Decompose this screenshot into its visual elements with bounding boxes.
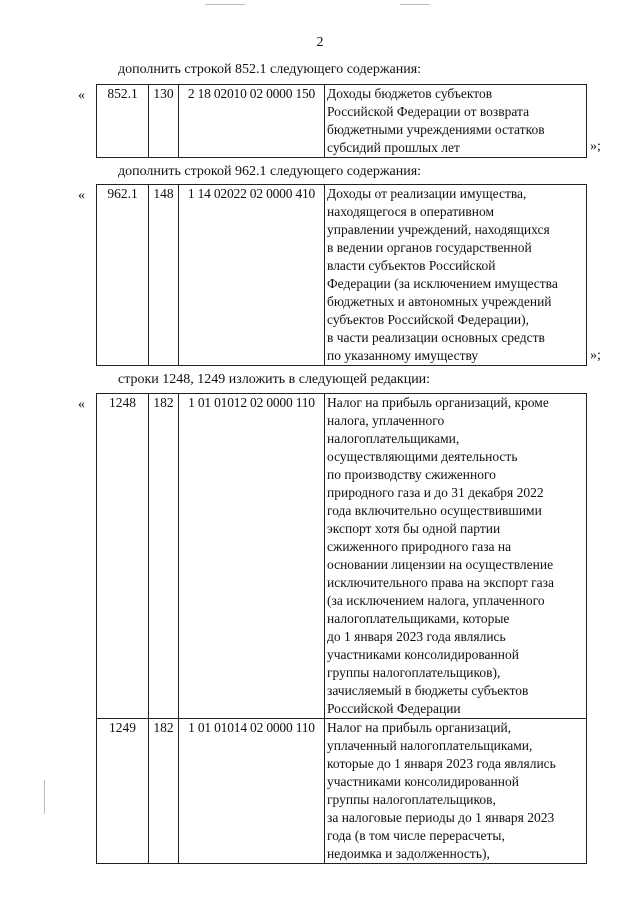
description-line: до 1 января 2023 года являлись	[327, 629, 506, 644]
description-line: сжиженного природного газа на	[327, 539, 512, 554]
table-row	[97, 85, 587, 158]
close-quote: »;	[590, 348, 601, 363]
description-line: субсидий прошлых лет	[327, 140, 460, 155]
description-line: участниками консолидированной	[327, 774, 519, 789]
page-number: 2	[316, 35, 324, 50]
description-line: года (в том числе перерасчеты,	[327, 828, 505, 843]
income-code: 1 14 02022 02 0000 410	[179, 185, 325, 366]
table-962-1	[96, 184, 587, 366]
table-row	[97, 719, 587, 864]
description-line: года включительно осуществившими	[327, 503, 542, 518]
description-line: исключительного права на экспорт газа	[327, 575, 554, 590]
description-line: Налог на прибыль организаций, кроме	[327, 395, 549, 410]
description-line: за налоговые периоды до 1 января 2023	[327, 810, 555, 825]
description-line: бюджетных и автономных учреждений	[327, 294, 552, 309]
description-line: осуществляющими деятельность	[327, 449, 518, 464]
description-line: Российской Федерации от возврата	[327, 104, 530, 119]
description-line: бюджетными учреждениями остатков	[327, 122, 545, 137]
admin-code: 130	[149, 85, 179, 158]
open-quote: «	[78, 188, 85, 203]
section-intro-1248-1249: строки 1248, 1249 изложить в следующей редакции:	[118, 372, 431, 387]
description-line: налога, уплаченного	[327, 413, 445, 428]
description-line: участниками консолидированной	[327, 647, 519, 662]
description-line: Российской Федерации	[327, 701, 461, 716]
table-1248-1249	[96, 393, 587, 864]
row-number: 1248	[97, 394, 149, 719]
income-code: 1 01 01014 02 0000 110	[179, 719, 325, 864]
description-line: зачисляемый в бюджеты субъектов	[327, 683, 529, 698]
section-intro-852-1: дополнить строкой 852.1 следующего содержания:	[118, 62, 422, 77]
description-line: Доходы от реализации имущества,	[327, 186, 527, 201]
description-line: группы налогоплательщиков),	[327, 665, 501, 680]
table-row	[97, 185, 587, 366]
description-line: экспорт хотя бы одной партии	[327, 521, 501, 536]
admin-code: 182	[149, 394, 179, 719]
income-code: 2 18 02010 02 0000 150	[179, 85, 325, 158]
income-description	[325, 85, 587, 158]
description-line: Федерации (за исключением имущества	[327, 276, 558, 291]
description-line: власти субъектов Российской	[327, 258, 496, 273]
scan-artifact	[400, 4, 430, 5]
admin-code: 148	[149, 185, 179, 366]
open-quote: «	[78, 88, 85, 103]
table-row	[97, 394, 587, 719]
description-line: субъектов Российской Федерации),	[327, 312, 530, 327]
description-line: недоимка и задолженность),	[327, 846, 490, 861]
description-line: Доходы бюджетов субъектов	[327, 86, 493, 101]
income-description	[325, 394, 587, 719]
description-line: в ведении органов государственной	[327, 240, 532, 255]
row-number: 962.1	[97, 185, 149, 366]
description-line: уплаченный налогоплательщиками,	[327, 738, 533, 753]
description-line: находящегося в оперативном	[327, 204, 495, 219]
description-line: управлении учреждений, находящихся	[327, 222, 550, 237]
section-intro-962-1: дополнить строкой 962.1 следующего содержания:	[118, 164, 422, 179]
income-description	[325, 719, 587, 864]
close-quote: »;	[590, 139, 601, 154]
description-line: (за исключением налога, уплаченного	[327, 593, 545, 608]
description-line: в части реализации основных средств	[327, 330, 545, 345]
row-number: 852.1	[97, 85, 149, 158]
admin-code: 182	[149, 719, 179, 864]
income-code: 1 01 01012 02 0000 110	[179, 394, 325, 719]
description-line: группы налогоплательщиков,	[327, 792, 496, 807]
description-line: налогоплательщиками,	[327, 431, 460, 446]
description-line: налогоплательщиками, которые	[327, 611, 510, 626]
description-line: Налог на прибыль организаций,	[327, 720, 512, 735]
scan-artifact	[44, 780, 45, 814]
description-line: природного газа и до 31 декабря 2022	[327, 485, 544, 500]
open-quote: «	[78, 397, 85, 412]
table-852-1	[96, 84, 587, 158]
scan-artifact	[205, 4, 245, 5]
description-line: по указанному имуществу	[327, 348, 479, 363]
description-line: которые до 1 января 2023 года являлись	[327, 756, 556, 771]
description-line: по производству сжиженного	[327, 467, 496, 482]
description-line: основании лицензии на осуществление	[327, 557, 554, 572]
income-description	[325, 185, 587, 366]
row-number: 1249	[97, 719, 149, 864]
